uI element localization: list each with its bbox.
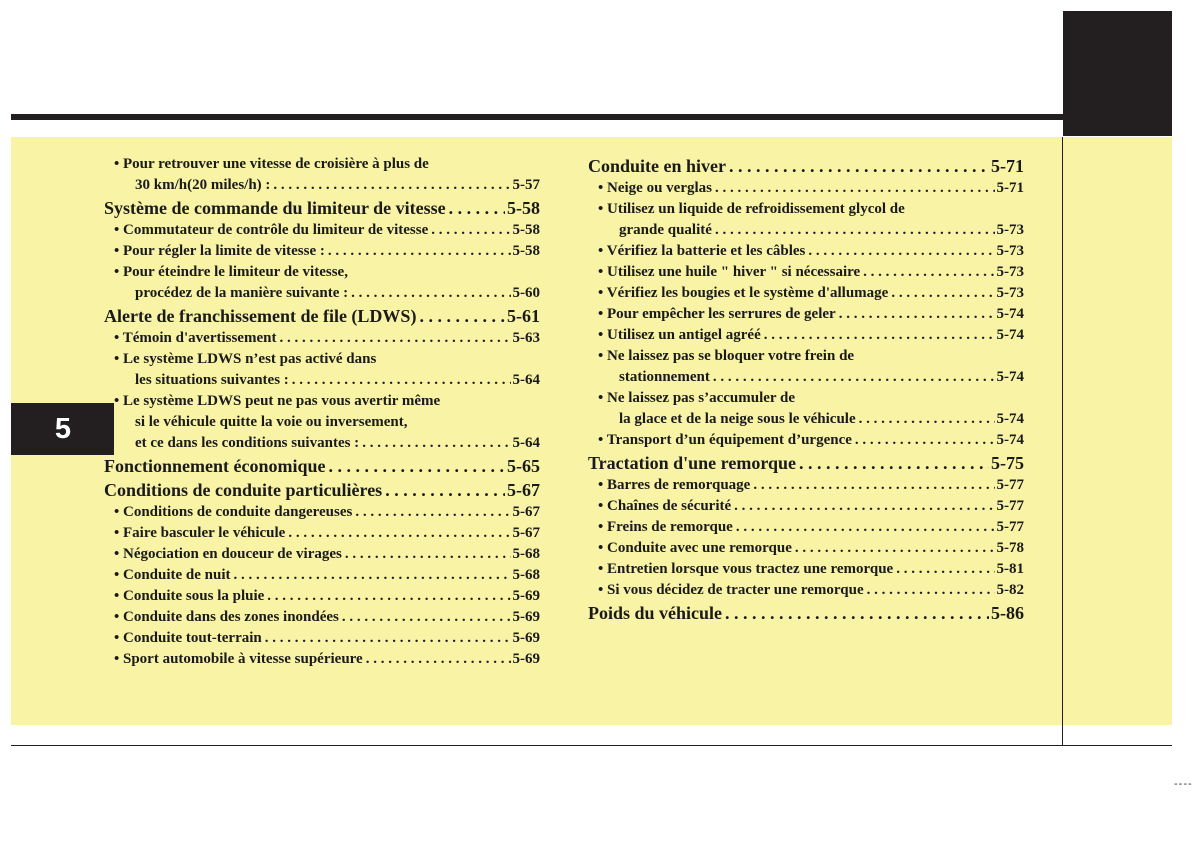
- toc-subsection-entry[interactable]: [588, 517, 1024, 538]
- toc-page-number: 5-69: [512, 651, 540, 667]
- toc-dot-leader: [325, 241, 511, 262]
- toc-right-column: [588, 154, 1024, 625]
- toc-page-number: 5-73: [996, 264, 1024, 280]
- toc-entry-title: • Transport d’un équipement d’urgence: [598, 432, 852, 448]
- toc-entry-title: • Vérifiez les bougies et le système d'allumage: [598, 285, 889, 301]
- toc-subsection-entry[interactable]: [588, 220, 1024, 241]
- toc-text-line: • Utilisez un liquide de refroidissement glycol de: [598, 201, 905, 217]
- toc-entry-title: • Barres de remorquage: [598, 477, 751, 493]
- toc-dot-leader: [761, 325, 995, 346]
- toc-entry-title: • Conduite avec une remorque: [598, 540, 792, 556]
- toc-page-number: 5-64: [512, 372, 540, 388]
- toc-page-number: 5-74: [996, 369, 1024, 385]
- toc-section-entry[interactable]: [104, 454, 540, 478]
- toc-subsection-entry[interactable]: [588, 283, 1024, 304]
- toc-dot-leader: [796, 451, 989, 475]
- toc-subsection-entry[interactable]: [104, 328, 540, 349]
- toc-subsection-entry[interactable]: [588, 409, 1024, 430]
- toc-page-number: 5-71: [996, 180, 1024, 196]
- toc-entry-title: Système de commande du limiteur de vitesse: [104, 198, 446, 218]
- toc-page-number: 5-58: [507, 198, 540, 218]
- toc-entry-title: • Neige ou verglas: [598, 180, 712, 196]
- toc-page-number: 5-67: [512, 525, 540, 541]
- toc-entry-title: • Pour régler la limite de vitesse :: [114, 243, 325, 259]
- toc-dot-leader: [446, 196, 505, 220]
- toc-dot-leader: [860, 262, 994, 283]
- toc-dot-leader: [276, 328, 510, 349]
- toc-page-number: 5-64: [512, 435, 540, 451]
- toc-subsection-entry[interactable]: [104, 433, 540, 454]
- toc-entry-title: • Pour empêcher les serrures de geler: [598, 306, 836, 322]
- toc-page-number: 5-73: [996, 243, 1024, 259]
- toc-dot-leader: [359, 433, 510, 454]
- toc-page-number: 5-74: [996, 327, 1024, 343]
- toc-section-entry[interactable]: [104, 196, 540, 220]
- toc-entry-title: • Utilisez un antigel agréé: [598, 327, 761, 343]
- toc-section-entry[interactable]: [588, 451, 1024, 475]
- toc-dot-leader: [289, 370, 511, 391]
- toc-page-number: 5-57: [512, 177, 540, 193]
- toc-entry-title: • Témoin d'avertissement: [114, 330, 277, 346]
- toc-subsection-entry[interactable]: [104, 283, 540, 304]
- toc-dot-leader: [231, 565, 511, 586]
- crop-mark: ----: [1174, 778, 1193, 790]
- toc-entry-title: • Utilisez une huile " hiver " si nécessaire: [598, 264, 861, 280]
- toc-subsection-entry[interactable]: [104, 370, 540, 391]
- toc-dot-leader: [852, 430, 995, 451]
- toc-subsection-entry[interactable]: [588, 538, 1024, 559]
- toc-page-number: 5-78: [996, 540, 1024, 556]
- toc-page-number: 5-63: [512, 330, 540, 346]
- toc-text-line: • Le système LDWS n’est pas activé dans: [114, 351, 377, 367]
- toc-dot-leader: [856, 409, 995, 430]
- toc-dot-leader: [264, 586, 510, 607]
- toc-subsection-entry[interactable]: [588, 580, 1024, 601]
- toc-entry-title: • Sport automobile à vitesse supérieure: [114, 651, 363, 667]
- toc-dot-leader: [836, 304, 995, 325]
- toc-entry-title: • Commutateur de contrôle du limiteur de vitesse: [114, 222, 429, 238]
- toc-subsection-entry[interactable]: [104, 607, 540, 628]
- toc-text-line: si le véhicule quitte la voie ou inversement,: [135, 414, 408, 430]
- toc-section-entry[interactable]: [104, 304, 540, 328]
- toc-page-number: 5-68: [512, 546, 540, 562]
- toc-page-number: 5-67: [507, 480, 540, 500]
- toc-dot-leader: [710, 367, 995, 388]
- toc-entry-title: • Vérifiez la batterie et les câbles: [598, 243, 806, 259]
- toc-entry-title: • Freins de remorque: [598, 519, 733, 535]
- toc-entry-title: • Conduite de nuit: [114, 567, 231, 583]
- toc-entry-title: • Entretien lorsque vous tractez une remorque: [598, 561, 894, 577]
- toc-text-line: • Pour retrouver une vitesse de croisière à plus de: [114, 156, 429, 172]
- toc-dot-leader: [731, 496, 994, 517]
- toc-subsection-entry[interactable]: [588, 559, 1024, 580]
- toc-dot-leader: [428, 220, 510, 241]
- toc-entry-title: • Chaînes de sécurité: [598, 498, 732, 514]
- toc-entry-title: • Conduite sous la pluie: [114, 588, 265, 604]
- toc-page-number: 5-60: [512, 285, 540, 301]
- toc-subsection-entry[interactable]: [588, 367, 1024, 388]
- toc-page-number: 5-86: [991, 603, 1024, 623]
- toc-dot-leader: [712, 178, 995, 199]
- chapter-number: 5: [54, 413, 72, 445]
- toc-page-number: 5-77: [996, 519, 1024, 535]
- toc-page-number: 5-74: [996, 432, 1024, 448]
- toc-section-entry[interactable]: [104, 478, 540, 502]
- toc-subsection-entry[interactable]: [104, 565, 540, 586]
- toc-text-line: • Le système LDWS peut ne pas vous avertir même: [114, 393, 441, 409]
- toc-subsection-entry[interactable]: [588, 241, 1024, 262]
- toc-subsection-entry[interactable]: [588, 325, 1024, 346]
- toc-page-number: 5-75: [991, 453, 1024, 473]
- toc-subsection-entry[interactable]: [104, 502, 540, 523]
- toc-entry-title: • Faire basculer le véhicule: [114, 525, 286, 541]
- toc-dot-leader: [270, 175, 510, 196]
- toc-page-number: 5-68: [512, 567, 540, 583]
- toc-subsection-entry[interactable]: [104, 523, 540, 544]
- toc-page-number: 5-73: [996, 285, 1024, 301]
- toc-page-number: 5-74: [996, 411, 1024, 427]
- toc-entry-title: Tractation d'une remorque: [588, 453, 796, 473]
- toc-entry-title: Fonctionnement économique: [104, 456, 326, 476]
- toc-dot-leader: [805, 241, 994, 262]
- toc-dot-leader: [888, 283, 994, 304]
- toc-dot-leader: [348, 283, 510, 304]
- toc-dot-leader: [352, 502, 510, 523]
- toc-dot-leader: [262, 628, 511, 649]
- footer-rule: [11, 745, 1172, 746]
- toc-entry-title: Alerte de franchissement de file (LDWS): [104, 306, 417, 326]
- toc-page-number: 5-77: [996, 498, 1024, 514]
- toc-entry-title: • Si vous décidez de tracter une remorque: [598, 582, 864, 598]
- toc-page-number: 5-82: [996, 582, 1024, 598]
- toc-page-number: 5-77: [996, 477, 1024, 493]
- toc-subsection-entry[interactable]: [104, 241, 540, 262]
- toc-page-number: 5-67: [512, 504, 540, 520]
- toc-left-column: [104, 154, 540, 670]
- toc-entry-title: Conditions de conduite particulières: [104, 480, 383, 500]
- toc-dot-leader: [416, 304, 505, 328]
- toc-entry-title: les situations suivantes :: [135, 372, 289, 388]
- toc-dot-leader: [733, 517, 995, 538]
- toc-entry-title: grande qualité: [619, 222, 712, 238]
- toc-text-line: • Ne laissez pas se bloquer votre frein de: [598, 348, 855, 364]
- toc-subsection-entry[interactable]: [104, 544, 540, 565]
- chapter-corner-tab: [1063, 11, 1172, 136]
- toc-subsection-entry[interactable]: [104, 220, 540, 241]
- toc-subsection-entry[interactable]: [588, 178, 1024, 199]
- toc-dot-leader: [363, 649, 511, 670]
- toc-dot-leader: [792, 538, 995, 559]
- toc-dot-leader: [750, 475, 994, 496]
- toc-subsection-entry[interactable]: [104, 586, 540, 607]
- toc-subsection-entry[interactable]: [588, 496, 1024, 517]
- toc-page-number: 5-69: [512, 630, 540, 646]
- toc-page-number: 5-74: [996, 306, 1024, 322]
- toc-subsection-entry[interactable]: [588, 475, 1024, 496]
- toc-entry-title: la glace et de la neige sous le véhicule: [619, 411, 856, 427]
- toc-dot-leader: [342, 544, 511, 565]
- toc-dot-leader: [325, 454, 505, 478]
- toc-text-line: • Ne laissez pas s’accumuler de: [598, 390, 796, 406]
- toc-subsection-entry[interactable]: [588, 304, 1024, 325]
- toc-section-entry[interactable]: [588, 601, 1024, 625]
- toc-entry-title: Poids du véhicule: [588, 603, 723, 623]
- toc-dot-leader: [382, 478, 505, 502]
- toc-dot-leader: [864, 580, 995, 601]
- toc-entry-title: procédez de la manière suivante :: [135, 285, 349, 301]
- toc-page-number: 5-58: [512, 222, 540, 238]
- toc-section-entry[interactable]: [588, 154, 1024, 178]
- toc-entry-title: 30 km/h(20 miles/h) :: [135, 177, 271, 193]
- toc-subsection-entry[interactable]: [104, 649, 540, 670]
- toc-dot-leader: [285, 523, 510, 544]
- toc-entry-title: et ce dans les conditions suivantes :: [135, 435, 360, 451]
- toc-entry-title: • Conduite dans des zones inondées: [114, 609, 339, 625]
- toc-entry-title: • Négociation en douceur de virages: [114, 546, 342, 562]
- toc-dot-leader: [722, 601, 989, 625]
- toc-page-number: 5-69: [512, 609, 540, 625]
- toc-page-number: 5-81: [996, 561, 1024, 577]
- toc-entry-title: • Conduite tout-terrain: [114, 630, 262, 646]
- toc-page-number: 5-65: [507, 456, 540, 476]
- toc-subsection-entry[interactable]: [588, 262, 1024, 283]
- toc-entry-title: Conduite en hiver: [588, 156, 727, 176]
- toc-subsection-entry[interactable]: [104, 628, 540, 649]
- toc-page-number: 5-58: [512, 243, 540, 259]
- toc-page-number: 5-71: [991, 156, 1024, 176]
- toc-subsection-entry[interactable]: [588, 430, 1024, 451]
- toc-dot-leader: [712, 220, 995, 241]
- toc-page-number: 5-61: [507, 306, 540, 326]
- margin-divider: [1062, 137, 1063, 746]
- toc-page-number: 5-73: [996, 222, 1024, 238]
- toc-subsection-entry[interactable]: [104, 175, 540, 196]
- toc-text-line: • Pour éteindre le limiteur de vitesse,: [114, 264, 348, 280]
- toc-dot-leader: [726, 154, 989, 178]
- toc-dot-leader: [339, 607, 511, 628]
- header-rule: [11, 114, 1063, 120]
- toc-page-number: 5-69: [512, 588, 540, 604]
- toc-entry-title: stationnement: [619, 369, 710, 385]
- toc-entry-title: • Conditions de conduite dangereuses: [114, 504, 353, 520]
- toc-dot-leader: [893, 559, 994, 580]
